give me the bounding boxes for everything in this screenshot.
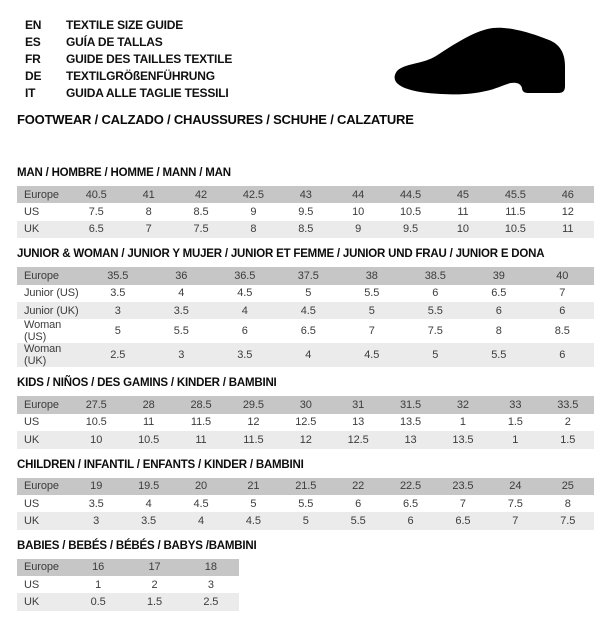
language-row-fr — [25, 51, 232, 68]
row-label: Europe — [24, 269, 59, 282]
size-cell: 38.5 — [424, 269, 446, 282]
size-cell: 11.5 — [190, 416, 212, 429]
size-cell: 40 — [556, 269, 569, 282]
size-cell: 4.5 — [245, 514, 261, 527]
language-row-it — [25, 85, 232, 102]
size-cell: 5.5 — [173, 325, 189, 338]
size-cell: 7 — [512, 514, 519, 527]
language-title: TEXTILGRÖßENFÜHRUNG — [66, 69, 215, 83]
size-cell: 36.5 — [234, 269, 256, 282]
size-cell: 46 — [561, 188, 574, 201]
size-table-section — [17, 248, 594, 367]
size-table-section — [17, 540, 594, 611]
size-cell: 4 — [305, 349, 312, 362]
table-row — [17, 396, 594, 413]
size-cell: 28.5 — [190, 399, 212, 412]
size-cell: 5.5 — [491, 349, 507, 362]
size-cell: 44.5 — [400, 188, 422, 201]
size-cell: 8.5 — [298, 223, 314, 236]
row-label: Europe — [24, 561, 59, 574]
table-row — [17, 512, 594, 529]
size-cell: 4.5 — [300, 304, 316, 317]
size-table-section — [17, 459, 594, 530]
size-cell: 7 — [559, 287, 566, 300]
size-cell: 11.5 — [505, 206, 526, 219]
size-cell: 5.5 — [364, 287, 380, 300]
size-cell: 8 — [564, 497, 571, 510]
size-cell: 6.5 — [300, 325, 316, 338]
size-cell: 4.5 — [364, 349, 380, 362]
row-label: Woman (US) — [24, 319, 62, 344]
size-cell: 23.5 — [452, 480, 474, 493]
size-cell: 28 — [142, 399, 155, 412]
size-cell: 3.5 — [141, 514, 157, 527]
size-cell: 37.5 — [297, 269, 319, 282]
size-cell: 5 — [305, 287, 312, 300]
size-cell: 1 — [459, 416, 466, 429]
size-cell: 19 — [90, 480, 103, 493]
language-title: GUÍA DE TALLAS — [66, 35, 163, 49]
size-table — [17, 478, 594, 530]
size-cell: 6 — [241, 325, 248, 338]
size-cell: 5.5 — [350, 514, 366, 527]
size-cell: 17 — [148, 561, 161, 574]
size-cell: 5.5 — [298, 497, 314, 510]
table-row — [17, 343, 594, 367]
size-cell: 12 — [247, 416, 260, 429]
row-label: US — [24, 416, 40, 429]
size-cell: 7.5 — [507, 497, 523, 510]
size-cell: 5 — [114, 325, 121, 338]
size-cell: 33 — [509, 399, 522, 412]
row-label: Europe — [24, 188, 59, 201]
size-cell: 31.5 — [400, 399, 422, 412]
size-cell: 10 — [90, 433, 103, 446]
size-cell: 4 — [145, 497, 152, 510]
size-cell: 4 — [241, 304, 248, 317]
size-cell: 24 — [509, 480, 522, 493]
size-cell: 6 — [559, 304, 566, 317]
size-cell: 21.5 — [295, 480, 317, 493]
size-cell: 10.5 — [85, 416, 107, 429]
size-cell: 39 — [492, 269, 505, 282]
size-tables — [17, 167, 594, 621]
size-cell: 4.5 — [237, 287, 253, 300]
size-cell: 8.5 — [554, 325, 570, 338]
table-row — [17, 431, 594, 448]
size-cell: 18 — [204, 561, 217, 574]
row-label: Junior (UK) — [24, 304, 79, 317]
size-cell: 25 — [561, 480, 574, 493]
size-cell: 33.5 — [557, 399, 579, 412]
language-code: DE — [25, 69, 42, 83]
size-cell: 13.5 — [400, 416, 422, 429]
size-cell: 1.5 — [560, 433, 576, 446]
size-cell: 4.5 — [193, 497, 209, 510]
size-cell: 9 — [355, 223, 362, 236]
size-cell: 9 — [250, 206, 257, 219]
size-cell: 5 — [250, 497, 257, 510]
size-cell: 7.5 — [88, 206, 104, 219]
size-cell: 20 — [194, 480, 207, 493]
size-cell: 5.5 — [427, 304, 443, 317]
table-title: JUNIOR & WOMAN / JUNIOR Y MUJER / JUNIOR ET FEMME / JUNIOR UND FRAU / JUNIOR E DONA — [17, 248, 545, 261]
size-cell: 7 — [145, 223, 152, 236]
size-cell: 31 — [352, 399, 365, 412]
row-label: Woman (UK) — [24, 343, 62, 368]
size-cell: 42 — [194, 188, 207, 201]
size-cell: 3 — [93, 514, 100, 527]
size-cell: 45 — [456, 188, 469, 201]
size-cell: 6.5 — [491, 287, 507, 300]
table-title: MAN / HOMBRE / HOMME / MANN / MAN — [17, 167, 231, 179]
language-row-de — [25, 68, 232, 85]
size-cell: 21 — [247, 480, 260, 493]
row-label: US — [24, 497, 40, 510]
size-cell: 45.5 — [504, 188, 526, 201]
size-cell: 16 — [92, 561, 105, 574]
size-cell: 13.5 — [452, 433, 474, 446]
size-cell: 43 — [299, 188, 312, 201]
size-cell: 11 — [195, 433, 207, 446]
size-cell: 6 — [495, 304, 502, 317]
size-cell: 9.5 — [403, 223, 419, 236]
size-cell: 5 — [302, 514, 309, 527]
size-cell: 8 — [495, 325, 502, 338]
table-title: CHILDREN / INFANTIL / ENFANTS / KINDER / BAMBINI — [17, 458, 304, 471]
table-row — [17, 593, 239, 610]
row-label: US — [24, 578, 40, 591]
table-title: BABIES / BEBÉS / BÉBÉS / BABYS /BAMBINI — [17, 539, 257, 552]
language-code: EN — [25, 18, 42, 32]
size-cell: 12.5 — [347, 433, 369, 446]
table-row — [17, 302, 594, 319]
size-cell: 5 — [432, 349, 439, 362]
size-cell: 12 — [299, 433, 312, 446]
size-cell: 6 — [559, 349, 566, 362]
size-cell: 13 — [352, 416, 365, 429]
category-heading: FOOTWEAR / CALZADO / CHAUSSURES / SCHUHE / CALZATURE — [17, 112, 414, 127]
size-cell: 5 — [368, 304, 375, 317]
table-row — [17, 267, 594, 284]
size-cell: 11.5 — [243, 433, 264, 446]
size-cell: 12 — [561, 206, 574, 219]
size-cell: 10.5 — [504, 223, 526, 236]
size-cell: 32 — [456, 399, 469, 412]
size-cell: 3.5 — [110, 287, 126, 300]
size-cell: 6.5 — [455, 514, 471, 527]
size-cell: 1 — [512, 433, 519, 446]
size-cell: 42.5 — [242, 188, 264, 201]
size-cell: 44 — [352, 188, 365, 201]
size-cell: 13 — [404, 433, 417, 446]
language-row-es — [25, 34, 232, 51]
size-cell: 6 — [407, 514, 414, 527]
size-cell: 7.5 — [427, 325, 443, 338]
table-row — [17, 495, 594, 512]
size-cell: 11 — [142, 416, 155, 429]
size-cell: 22.5 — [400, 480, 422, 493]
size-cell: 3 — [207, 578, 214, 591]
language-list — [25, 17, 232, 102]
size-cell: 6 — [432, 287, 439, 300]
size-cell: 29.5 — [242, 399, 264, 412]
size-cell: 10 — [352, 206, 365, 219]
size-cell: 22 — [352, 480, 365, 493]
table-row — [17, 576, 239, 593]
row-label: Europe — [24, 399, 59, 412]
row-label: Europe — [24, 480, 59, 493]
size-cell: 41 — [142, 188, 155, 201]
size-cell: 38 — [365, 269, 378, 282]
size-cell: 2.5 — [203, 596, 219, 609]
size-table — [17, 396, 594, 448]
size-cell: 27.5 — [85, 399, 107, 412]
language-code: IT — [25, 86, 36, 100]
size-cell: 1.5 — [146, 596, 162, 609]
size-cell: 1 — [95, 578, 102, 591]
size-cell: 9.5 — [298, 206, 314, 219]
table-row — [17, 221, 594, 238]
size-cell: 10.5 — [400, 206, 422, 219]
size-cell: 6.5 — [403, 497, 419, 510]
row-label: UK — [24, 223, 40, 236]
size-cell: 0.5 — [90, 596, 106, 609]
size-cell: 3.5 — [88, 497, 104, 510]
size-cell: 7.5 — [560, 514, 576, 527]
size-cell: 3.5 — [237, 349, 253, 362]
size-table — [17, 186, 594, 238]
size-cell: 40.5 — [85, 188, 107, 201]
size-cell: 10 — [456, 223, 469, 236]
size-cell: 4 — [178, 287, 185, 300]
dress-shoe-icon — [391, 18, 577, 108]
language-code: ES — [25, 35, 41, 49]
size-table-section — [17, 377, 594, 448]
row-label: US — [24, 206, 40, 219]
size-cell: 1.5 — [507, 416, 523, 429]
size-cell: 3.5 — [173, 304, 189, 317]
table-row — [17, 285, 594, 302]
size-cell: 35.5 — [107, 269, 129, 282]
size-cell: 2.5 — [110, 349, 126, 362]
row-label: UK — [24, 596, 40, 609]
language-title: GUIDE DES TAILLES TEXTILE — [66, 52, 233, 66]
table-row — [17, 319, 594, 343]
language-code: FR — [25, 52, 41, 66]
row-label: Junior (US) — [24, 287, 79, 300]
size-cell: 2 — [564, 416, 571, 429]
table-row — [17, 559, 239, 576]
language-title: GUIDA ALLE TAGLIE TESSILI — [66, 86, 229, 100]
size-cell: 11 — [457, 206, 469, 219]
size-cell: 30 — [299, 399, 312, 412]
size-table — [17, 267, 594, 367]
size-cell: 4 — [197, 514, 204, 527]
size-cell: 7 — [459, 497, 466, 510]
table-row — [17, 203, 594, 220]
row-label: UK — [24, 433, 40, 446]
size-table-section — [17, 167, 594, 238]
table-row — [17, 478, 594, 495]
size-cell: 11 — [562, 223, 574, 236]
size-cell: 7.5 — [193, 223, 209, 236]
size-cell: 12.5 — [295, 416, 317, 429]
size-cell: 6 — [355, 497, 362, 510]
language-row-en — [25, 17, 232, 34]
size-cell: 8.5 — [193, 206, 209, 219]
table-row — [17, 414, 594, 431]
size-cell: 36 — [175, 269, 188, 282]
size-cell: 6.5 — [88, 223, 104, 236]
table-row — [17, 186, 594, 203]
size-cell: 8 — [145, 206, 152, 219]
size-cell: 3 — [114, 304, 121, 317]
language-title: TEXTILE SIZE GUIDE — [66, 18, 184, 32]
table-title: KIDS / NIÑOS / DES GAMINS / KINDER / BAMBINI — [17, 377, 277, 390]
size-cell: 2 — [151, 578, 158, 591]
size-cell: 3 — [178, 349, 185, 362]
size-cell: 19.5 — [138, 480, 160, 493]
size-cell: 7 — [368, 325, 375, 338]
size-cell: 10.5 — [138, 433, 160, 446]
row-label: UK — [24, 514, 40, 527]
size-table — [17, 559, 239, 611]
size-cell: 8 — [250, 223, 257, 236]
